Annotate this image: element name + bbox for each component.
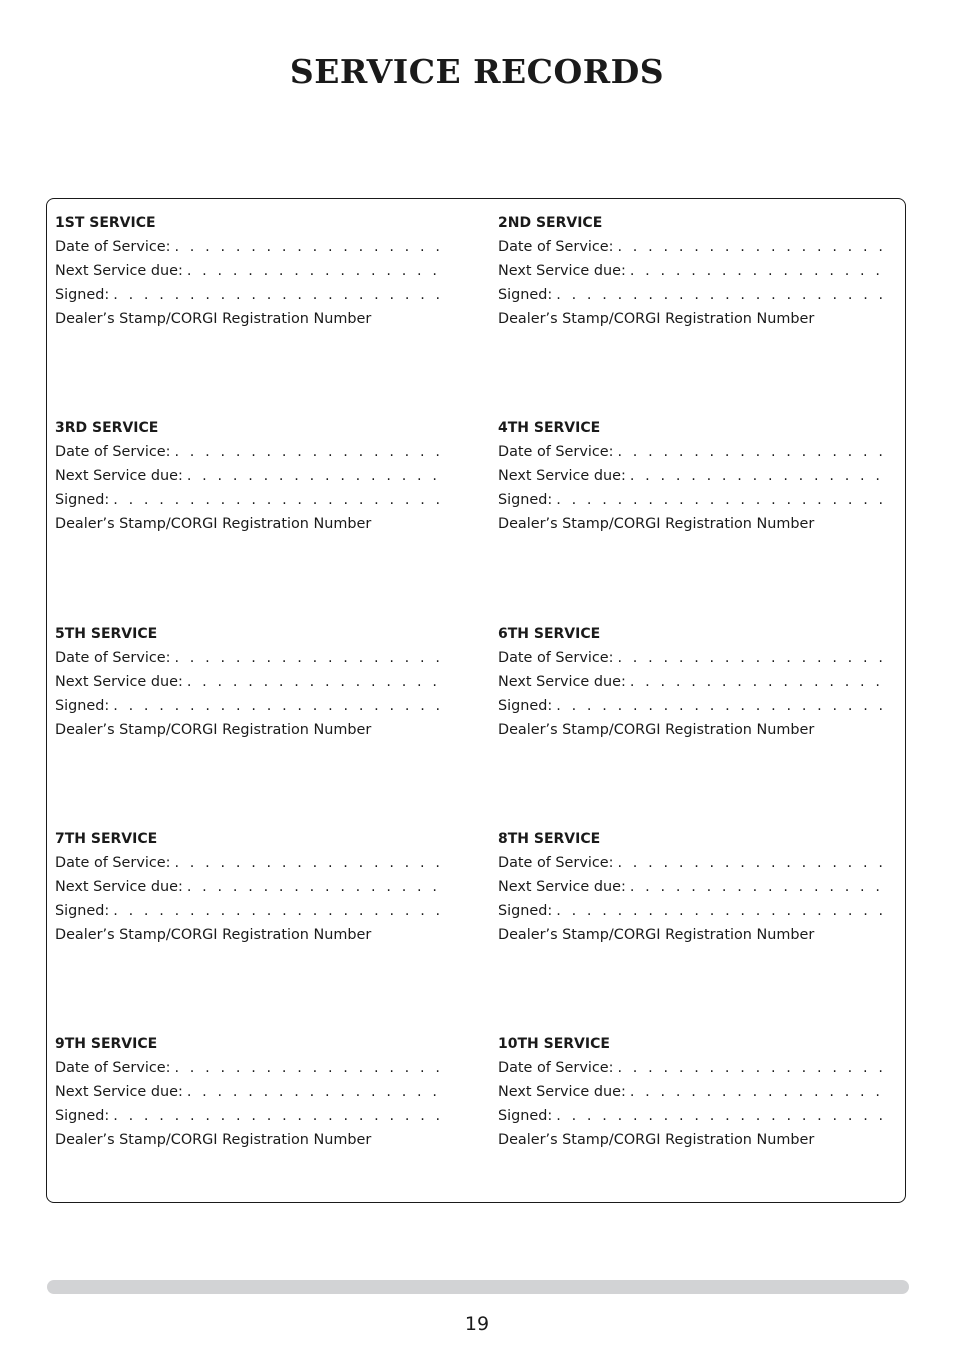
dealer-stamp-label: Dealer’s Stamp/CORGI Registration Number — [498, 311, 815, 328]
service-heading: 1ST SERVICE — [55, 215, 156, 231]
dotted-fill-line — [630, 670, 890, 694]
dotted-fill-line — [187, 259, 447, 283]
signed-label: Signed: — [498, 698, 553, 715]
signed-label: Signed: — [55, 287, 110, 304]
service-record-6 — [498, 622, 890, 742]
service-records-box — [46, 198, 906, 1203]
service-heading: 9TH SERVICE — [55, 1036, 158, 1052]
next-service-due-field[interactable] — [498, 670, 890, 694]
next-service-due-label: Next Service due: — [498, 468, 626, 485]
dotted-fill-line — [113, 283, 447, 307]
service-heading: 7TH SERVICE — [55, 831, 158, 847]
date-of-service-label: Date of Service: — [498, 1060, 614, 1076]
date-of-service-label: Date of Service: — [55, 444, 171, 460]
dotted-fill-line — [174, 646, 447, 670]
service-record-5 — [55, 622, 447, 742]
next-service-due-label: Next Service due: — [55, 468, 183, 485]
dotted-fill-line — [556, 694, 890, 718]
next-service-due-field[interactable] — [55, 1080, 447, 1104]
dotted-fill-line — [617, 440, 890, 464]
signed-label: Signed: — [498, 1108, 553, 1125]
dotted-fill-line — [617, 851, 890, 875]
dotted-fill-line — [556, 488, 890, 512]
dealer-stamp-label: Dealer’s Stamp/CORGI Registration Number — [498, 1132, 815, 1149]
dealer-stamp-label: Dealer’s Stamp/CORGI Registration Number — [498, 927, 815, 944]
date-of-service-field[interactable] — [55, 646, 447, 670]
signed-field[interactable] — [498, 488, 890, 512]
next-service-due-label: Next Service due: — [498, 263, 626, 280]
signed-field[interactable] — [498, 694, 890, 718]
dotted-fill-line — [187, 1080, 447, 1104]
service-record-7 — [55, 827, 447, 947]
dotted-fill-line — [556, 899, 890, 923]
dotted-fill-line — [187, 464, 447, 488]
date-of-service-label: Date of Service: — [498, 444, 614, 460]
signed-field[interactable] — [498, 899, 890, 923]
next-service-due-label: Next Service due: — [498, 1084, 626, 1101]
service-record-10 — [498, 1032, 890, 1152]
page-title: SERVICE RECORDS — [289, 52, 665, 91]
date-of-service-field[interactable] — [55, 440, 447, 464]
signed-label: Signed: — [498, 492, 553, 509]
next-service-due-label: Next Service due: — [55, 1084, 183, 1101]
dotted-fill-line — [113, 899, 447, 923]
date-of-service-field[interactable] — [498, 851, 890, 875]
service-heading: 6TH SERVICE — [498, 626, 601, 642]
dotted-fill-line — [174, 1056, 447, 1080]
service-record-8 — [498, 827, 890, 947]
signed-label: Signed: — [55, 1108, 110, 1125]
signed-field[interactable] — [55, 283, 447, 307]
service-heading: 8TH SERVICE — [498, 831, 601, 847]
date-of-service-field[interactable] — [55, 235, 447, 259]
dealer-stamp-label: Dealer’s Stamp/CORGI Registration Number — [55, 722, 372, 739]
signed-field[interactable] — [55, 694, 447, 718]
next-service-due-field[interactable] — [55, 875, 447, 899]
dotted-fill-line — [617, 1056, 890, 1080]
date-of-service-field[interactable] — [498, 440, 890, 464]
next-service-due-field[interactable] — [55, 464, 447, 488]
date-of-service-field[interactable] — [498, 646, 890, 670]
service-record-3 — [55, 416, 447, 536]
dotted-fill-line — [113, 694, 447, 718]
dotted-fill-line — [187, 670, 447, 694]
next-service-due-field[interactable] — [498, 875, 890, 899]
dealer-stamp-label: Dealer’s Stamp/CORGI Registration Number — [55, 516, 372, 533]
dotted-fill-line — [617, 646, 890, 670]
service-heading: 2ND SERVICE — [498, 215, 603, 231]
dotted-fill-line — [630, 1080, 890, 1104]
dotted-fill-line — [174, 851, 447, 875]
service-record-2 — [498, 211, 890, 331]
date-of-service-field[interactable] — [498, 1056, 890, 1080]
service-record-9 — [55, 1032, 447, 1152]
dotted-fill-line — [174, 440, 447, 464]
next-service-due-label: Next Service due: — [55, 879, 183, 896]
dotted-fill-line — [556, 283, 890, 307]
next-service-due-label: Next Service due: — [55, 674, 183, 691]
dotted-fill-line — [630, 259, 890, 283]
dotted-fill-line — [113, 488, 447, 512]
date-of-service-label: Date of Service: — [498, 650, 614, 666]
footer-bar — [47, 1280, 909, 1294]
dotted-fill-line — [187, 875, 447, 899]
date-of-service-label: Date of Service: — [55, 855, 171, 871]
date-of-service-label: Date of Service: — [498, 239, 614, 255]
signed-label: Signed: — [55, 698, 110, 715]
date-of-service-label: Date of Service: — [55, 650, 171, 666]
service-record-4 — [498, 416, 890, 536]
signed-label: Signed: — [55, 492, 110, 509]
signed-label: Signed: — [498, 287, 553, 304]
dealer-stamp-label: Dealer’s Stamp/CORGI Registration Number — [55, 927, 372, 944]
next-service-due-label: Next Service due: — [498, 674, 626, 691]
signed-label: Signed: — [55, 903, 110, 920]
date-of-service-field[interactable] — [498, 235, 890, 259]
date-of-service-label: Date of Service: — [55, 1060, 171, 1076]
dealer-stamp-label: Dealer’s Stamp/CORGI Registration Number — [498, 722, 815, 739]
dotted-fill-line — [174, 235, 447, 259]
date-of-service-field[interactable] — [55, 1056, 447, 1080]
dealer-stamp-label: Dealer’s Stamp/CORGI Registration Number — [55, 1132, 372, 1149]
dotted-fill-line — [617, 235, 890, 259]
dotted-fill-line — [630, 875, 890, 899]
next-service-due-field[interactable] — [498, 259, 890, 283]
page-number: 19 — [464, 1313, 490, 1335]
service-heading: 10TH SERVICE — [498, 1036, 610, 1052]
dotted-fill-line — [113, 1104, 447, 1128]
signed-field[interactable] — [55, 899, 447, 923]
next-service-due-label: Next Service due: — [55, 263, 183, 280]
next-service-due-label: Next Service due: — [498, 879, 626, 896]
next-service-due-field[interactable] — [498, 464, 890, 488]
dealer-stamp-label: Dealer’s Stamp/CORGI Registration Number — [55, 311, 372, 328]
next-service-due-field[interactable] — [498, 1080, 890, 1104]
dotted-fill-line — [556, 1104, 890, 1128]
service-heading: 4TH SERVICE — [498, 420, 601, 436]
signed-label: Signed: — [498, 903, 553, 920]
date-of-service-label: Date of Service: — [55, 239, 171, 255]
service-heading: 3RD SERVICE — [55, 420, 159, 436]
date-of-service-field[interactable] — [55, 851, 447, 875]
signed-field[interactable] — [498, 283, 890, 307]
service-heading: 5TH SERVICE — [55, 626, 158, 642]
signed-field[interactable] — [498, 1104, 890, 1128]
date-of-service-label: Date of Service: — [498, 855, 614, 871]
dotted-fill-line — [630, 464, 890, 488]
next-service-due-field[interactable] — [55, 259, 447, 283]
dealer-stamp-label: Dealer’s Stamp/CORGI Registration Number — [498, 516, 815, 533]
signed-field[interactable] — [55, 488, 447, 512]
signed-field[interactable] — [55, 1104, 447, 1128]
service-record-1 — [55, 211, 447, 331]
next-service-due-field[interactable] — [55, 670, 447, 694]
